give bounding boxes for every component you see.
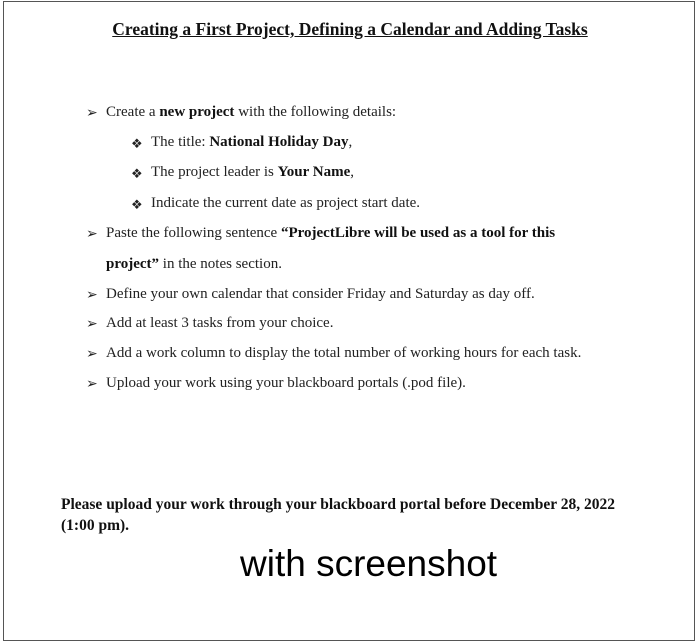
arrow-bullet-icon: ➢ xyxy=(86,106,98,121)
sub-list-item: The project leader is Your Name, xyxy=(151,164,354,180)
sub-list-item: The title: National Holiday Day, xyxy=(151,134,353,150)
deadline-note: Please upload your work through your blackboard portal before December 28, 2022 (1:00 pm). xyxy=(61,496,615,534)
list-item: Define your own calendar that consider Friday and Saturday as day off. xyxy=(106,286,535,302)
document-title: Creating a First Project, Defining a Calendar and Adding Tasks xyxy=(112,19,588,39)
sub-list-item: Indicate the current date as project start date. xyxy=(151,195,421,211)
diamond-bullet-icon: ❖ xyxy=(131,166,143,181)
list-item-continuation: project” in the notes section. xyxy=(106,256,282,272)
arrow-bullet-icon: ➢ xyxy=(86,347,98,362)
added-note: with screenshot xyxy=(240,543,498,584)
list-item: Upload your work using your blackboard portals (.pod file). xyxy=(106,375,466,391)
diamond-bullet-icon: ❖ xyxy=(131,136,143,151)
list-item: Add at least 3 tasks from your choice. xyxy=(106,315,334,331)
list-item: Create a new project with the following details: xyxy=(106,104,397,120)
list-item: Paste the following sentence “ProjectLibre will be used as a tool for this xyxy=(106,225,556,241)
arrow-bullet-icon: ➢ xyxy=(86,288,98,303)
arrow-bullet-icon: ➢ xyxy=(86,227,98,242)
diamond-bullet-icon: ❖ xyxy=(131,197,143,212)
arrow-bullet-icon: ➢ xyxy=(86,317,98,332)
arrow-bullet-icon: ➢ xyxy=(86,377,98,392)
list-item: Add a work column to display the total number of working hours for each task. xyxy=(106,345,582,361)
